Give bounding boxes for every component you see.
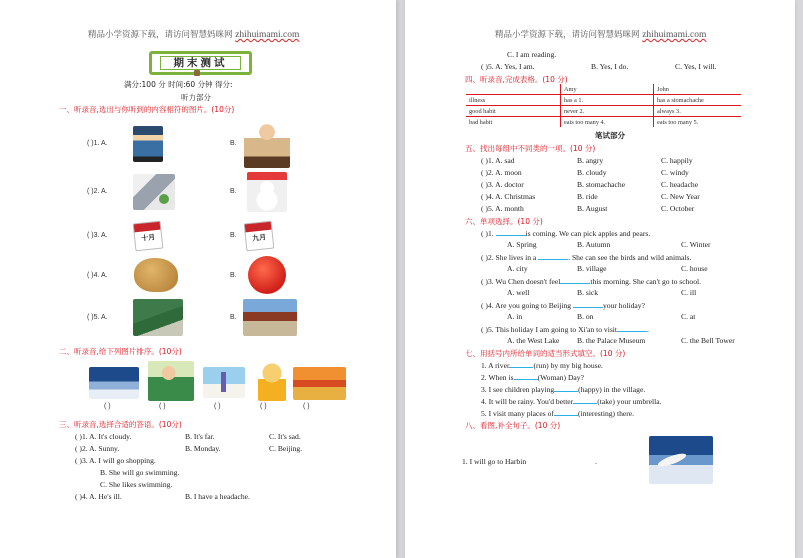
s8-q1-end: . [595, 457, 597, 466]
s6-q2-post: . She can see the birds and wild animals. [568, 253, 692, 262]
s2-answer-3[interactable]: ( ) [214, 403, 221, 410]
s3-q4: ( )4. A. He's ill. [75, 492, 122, 501]
s6-q1-a: A. Spring [507, 240, 537, 249]
s1-q2-b-label: B. [230, 188, 237, 195]
table-cell: eats too many 4. [561, 117, 654, 128]
s7-q1-pre: 1. A river [481, 361, 510, 370]
s1-q3-b-label: B. [230, 232, 237, 239]
picture-airplane [89, 367, 139, 399]
s1-q4-b-label: B. [230, 272, 237, 279]
exam-meta: 满分:100 分 时间:60 分钟 得分: [124, 80, 233, 89]
s7-q3-post: (happy) in the village. [578, 385, 646, 394]
section3-heading: 三、听录音,选择合适的答语。(10分) [59, 420, 182, 429]
table-cell: illness [466, 95, 561, 106]
angry-man-picture [244, 122, 290, 168]
s6-q3-pre: ( )3. Wu Chen doesn't feel [481, 277, 561, 286]
s2-answer-5[interactable]: ( ) [303, 403, 310, 410]
exam-page-left [0, 0, 396, 558]
s5-q5: ( )5. A. month [481, 204, 524, 213]
table-row [466, 95, 741, 106]
s2-answer-1[interactable]: ( ) [104, 403, 111, 410]
page-header [495, 28, 706, 40]
s6-q1-c: C. Winter [681, 240, 711, 249]
s7-q2-pre: 2. When is [481, 373, 514, 382]
table-cell: never 2. [561, 106, 654, 117]
great-wall-picture [133, 299, 183, 336]
s6-q4-c: C. at [681, 312, 696, 321]
s1-q5-label: ( )5. A. [87, 314, 108, 321]
section4-heading: 四、听录音,完成表格。(10 分) [465, 75, 568, 84]
s1-q3-label: ( )3. A. [87, 232, 108, 239]
s3-q5: ( )5. A. Yes, I am. [481, 62, 535, 71]
s5-q5-c: C. October [661, 204, 695, 213]
header-site-link[interactable]: zhihuimami.com [235, 30, 300, 40]
header-text: 精品小学资源下载，请访问智慧妈咪网 [88, 30, 236, 40]
picture-autumn-field [293, 367, 346, 400]
s7-q3-pre: 3. I see children playing [481, 385, 555, 394]
listening-part-label: 听力部分 [181, 93, 211, 102]
potato-picture [134, 258, 178, 292]
s6-q1-pre: ( )1. [481, 229, 496, 238]
section2-heading: 二、听录音,给下列图片排序。(10分) [59, 347, 182, 356]
s5-q1: ( )1. A. sad [481, 156, 515, 165]
header-site-link[interactable]: zhihuimami.com [642, 30, 707, 40]
s3-q2-c: C. Beijing. [269, 444, 303, 453]
s6-q5-post: . [647, 325, 649, 334]
s5-q5-b: B. August [577, 204, 608, 213]
s3-q5-b: B. Yes, I do. [591, 62, 629, 71]
section5-heading: 五、找出每组中不同类的一项。(10 分) [465, 144, 596, 153]
table-cell: has a stomachache [654, 95, 742, 106]
tired-man-picture [133, 126, 163, 162]
s6-q1-b: B. Autumn [577, 240, 611, 249]
s5-q3-b: B. stomachache [577, 180, 626, 189]
s3-q3-b: B. She will go swimming. [100, 468, 180, 477]
table-row [466, 117, 741, 128]
s1-q5-b-label: B. [230, 314, 237, 321]
s3-q3: ( )3. A. I will go shopping. [75, 456, 156, 465]
s5-q3: ( )3. A. doctor [481, 180, 524, 189]
s6-q2-c: C. house [681, 264, 708, 273]
table-row [466, 106, 741, 117]
s2-answer-4[interactable]: ( ) [260, 403, 267, 410]
table-header-amy: Amy [561, 84, 654, 95]
s6-q4-a: A. in [507, 312, 523, 321]
s5-q3-c: C. headache [661, 180, 699, 189]
table-header-cell [466, 84, 561, 95]
forbidden-city-picture [243, 299, 297, 336]
s5-q1-b: B. angry [577, 156, 604, 165]
s6-q3-c: C. ill [681, 288, 697, 297]
exam-title-banner [149, 51, 252, 75]
s7-q4-post: (take) your umbrella. [597, 397, 662, 406]
s6-q4-b: B. on [577, 312, 594, 321]
s1-q4-label: ( )4. A. [87, 272, 108, 279]
s5-q4-c: C. New Year [661, 192, 700, 201]
snowman-picture [247, 172, 287, 212]
s3-q4-c: C. I am reading. [507, 50, 557, 59]
calendar-october-text: 十月 [140, 233, 156, 243]
s7-q2-post: (Woman) Day? [537, 373, 584, 382]
written-part-label: 笔试部分 [595, 131, 625, 140]
s5-q2-c: C. windy [661, 168, 689, 177]
table-header-row [466, 84, 741, 95]
picture-boy-walking [203, 367, 245, 398]
calendar-october-icon [133, 221, 164, 252]
s6-q2-a: A. city [507, 264, 528, 273]
s1-q1-label: ( )1. A. [87, 140, 108, 147]
s6-q3-b: B. sick [577, 288, 599, 297]
s6-q5-pre: ( )5. This holiday I am going to Xi'an to visit [481, 325, 618, 334]
s5-q4: ( )4. A. Christmas [481, 192, 536, 201]
s3-q5-c: C. Yes, I will. [675, 62, 717, 71]
exam-title: 期末测试 [160, 56, 241, 70]
table-header-john: John [654, 84, 742, 95]
calendar-september-icon [244, 221, 275, 252]
s3-q1-b: B. It's far. [185, 432, 215, 441]
s6-q4-pre: ( )4. Are you going to Beijing [481, 301, 573, 310]
s5-q1-c: C. happily [661, 156, 693, 165]
s3-q2: ( )2. A. Sunny. [75, 444, 120, 453]
s6-q5-a: A. the West Lake [507, 336, 560, 345]
planting-tree-picture [133, 174, 175, 210]
s3-q1: ( )1. A. It's cloudy. [75, 432, 132, 441]
s7-q5-pre: 5. I visit many places of [481, 409, 554, 418]
section7-heading: 七、用括号内所给单词的适当形式填空。(10 分) [465, 349, 626, 358]
banner-hanger-icon [194, 70, 200, 76]
table-cell: bad habit [466, 117, 561, 128]
table-cell: eats too many 5. [654, 117, 742, 128]
table-cell: good habit [466, 106, 561, 117]
s6-q4-post: your holiday? [602, 301, 645, 310]
s3-q4-b: B. I have a headache. [185, 492, 250, 501]
calendar-september-text: 九月 [251, 233, 267, 243]
section6-heading: 六、单项选择。(10 分) [465, 217, 543, 226]
s2-answer-2[interactable]: ( ) [159, 403, 166, 410]
table-cell: has a 1. [561, 95, 654, 106]
section1-heading: 一、听录音,选出与你听到的内容相符的图片。(10分) [59, 105, 235, 114]
s1-q2-label: ( )2. A. [87, 188, 108, 195]
tomato-picture [248, 256, 286, 294]
s5-q2-b: B. cloudy [577, 168, 607, 177]
s5-q2: ( )2. A. moon [481, 168, 522, 177]
s7-q4-pre: 4. It will be rainy. You'd better [481, 397, 574, 406]
s7-q5-post: (interesting) there. [577, 409, 635, 418]
s6-q1-post: is coming. We can pick apples and pears. [525, 229, 651, 238]
s6-q2-pre: ( )2. She lives in a [481, 253, 539, 262]
header-text: 精品小学资源下载，请访问智慧妈咪网 [495, 30, 643, 40]
s6-q3-post: this morning. She can't go to school. [590, 277, 701, 286]
table-cell: always 3. [654, 106, 742, 117]
s3-q1-c: C. It's sad. [269, 432, 301, 441]
s6-q5-c: C. the Bell Tower [681, 336, 735, 345]
s3-q2-b: B. Monday. [185, 444, 221, 453]
s6-q2-b: B. village [577, 264, 607, 273]
picture-happy-girl [258, 361, 286, 401]
s7-q1-post: (run) by my big house. [533, 361, 603, 370]
s5-q4-b: B. ride [577, 192, 598, 201]
s1-q1-b-label: B. [230, 140, 237, 147]
s6-q3-a: A. well [507, 288, 530, 297]
s3-q3-c: C. She likes swimming. [100, 480, 173, 489]
habit-table [466, 84, 741, 127]
picture-sick-boy [148, 361, 194, 401]
section8-heading: 八、看图,补全句子。(10 分) [465, 421, 561, 430]
page-header [88, 28, 299, 40]
s6-q5-b: B. the Palace Museum [577, 336, 646, 345]
s8-q1: 1. I will go to Harbin [462, 457, 527, 466]
